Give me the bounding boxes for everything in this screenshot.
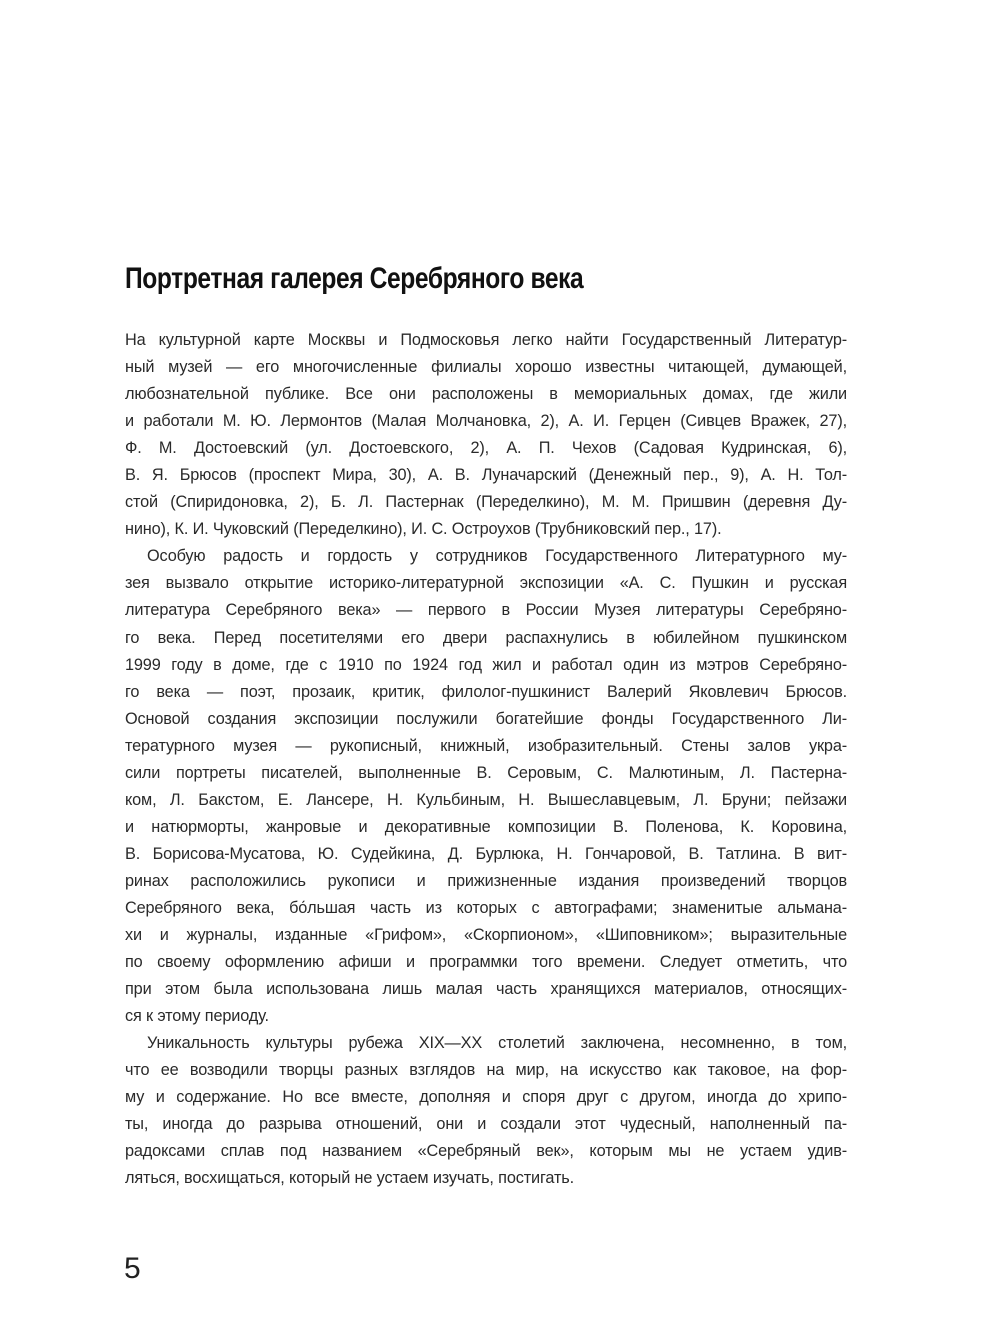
text-line: тературного музея — рукописный, книжный, изобразительный. Стены залов укра- [125, 736, 847, 755]
text-line: нино), К. И. Чуковский (Переделкино), И. С. Остроухов (Трубниковский пер., 17). [125, 520, 722, 539]
text-line: и натюрморты, жанровые и декоративные композиции В. Поленова, К. Коровина, [125, 817, 847, 836]
text-line: ный музей — его многочисленные филиалы хорошо известны читающей, думающей, [125, 358, 847, 377]
text-line: ся к этому периоду. [125, 1007, 269, 1026]
text-line: ком, Л. Бакстом, Е. Лансере, Н. Кульбиным, Н. Вышеславцевым, Л. Бруни; пейзажи [125, 790, 847, 809]
text-line: Уникальность культуры рубежа XIX—XX столетий заключена, несомненно, в том, [147, 1034, 847, 1053]
text-line: На культурной карте Москвы и Подмосковья легко найти Государственный Литератур- [125, 331, 847, 349]
text-line: радоксами сплав под названием «Серебряный век», которым мы не устаем удив- [125, 1142, 847, 1161]
text-line: по своему оформлению афиши и программки того времени. Следует отметить, что [125, 953, 847, 972]
text-line: и работали М. Ю. Лермонтов (Малая Молчановка, 2), А. И. Герцен (Сивцев Вражек, 27), [125, 412, 847, 431]
text-line: ты, иногда до разрыва отношений, они и создали этот чудесный, наполненный па- [125, 1115, 847, 1134]
text-line: литература Серебряного века» — первого в России Музея литературы Серебряно- [125, 601, 847, 620]
paragraph [125, 1030, 847, 1192]
text-line: Особую радость и гордость у сотрудников Государственного Литературного му- [147, 547, 847, 566]
text-line: В. Борисова-Мусатова, Ю. Судейкина, Д. Бурлюка, Н. Гончаровой, В. Татлина. В вит- [125, 844, 847, 863]
paragraph [125, 543, 847, 1030]
text-line: го века — поэт, прозаик, критик, филолог-пушкинист Валерий Яковлевич Брюсов. [125, 682, 847, 701]
page-title: Портретная галерея Серебряного века [125, 262, 584, 295]
page-number: 5 [124, 1252, 141, 1285]
text-line: Основой создания экспозиции послужили богатейшие фонды Государственного Ли- [125, 709, 847, 728]
text-line: зея вызвало открытие историко-литературной экспозиции «А. С. Пушкин и русская [125, 574, 847, 593]
text-line: сили портреты писателей, выполненные В. Серовым, С. Малютиным, Л. Пастерна- [125, 763, 847, 782]
text-line: го века. Перед посетителями его двери распахнулись в юбилейном пушкинском [125, 628, 847, 647]
body-text [125, 327, 847, 1193]
text-line: му и содержание. Но все вместе, дополняя и споря друг с другом, иногда до хрипо- [125, 1088, 847, 1107]
text-line: любознательной публике. Все они расположены в мемориальных домах, где жили [125, 385, 847, 404]
text-line: В. Я. Брюсов (проспект Мира, 30), А. В. Луначарский (Денежный пер., 9), А. Н. Тол- [125, 466, 847, 485]
paragraph [125, 327, 847, 543]
text-line: ринах расположились рукописи и прижизненные издания произведений творцов [125, 871, 847, 890]
text-line: 1999 году в доме, где с 1910 по 1924 год жил и работал один из мэтров Серебряно- [125, 655, 847, 674]
text-line: что ее возводили творцы разных взглядов на мир, на искусство как таковое, на фор- [125, 1061, 847, 1080]
text-line: ляться, восхищаться, который не устаем изучать, постигать. [125, 1169, 574, 1188]
text-line: хи и журналы, изданные «Грифом», «Скорпионом», «Шиповником»; выразительные [125, 926, 847, 945]
text-line: стой (Спиридоновка, 2), Б. Л. Пастернак (Переделкино), М. М. Пришвин (деревня Ду- [125, 493, 847, 512]
text-line: Серебряного века, бо́льшая часть из которых с автографами; знаменитые альмана- [125, 898, 847, 917]
text-line: при этом была использована лишь малая часть хранящихся материалов, относящих- [125, 980, 847, 999]
text-line: Ф. М. Достоевский (ул. Достоевского, 2), А. П. Чехов (Садовая Кудринская, 6), [125, 439, 847, 458]
